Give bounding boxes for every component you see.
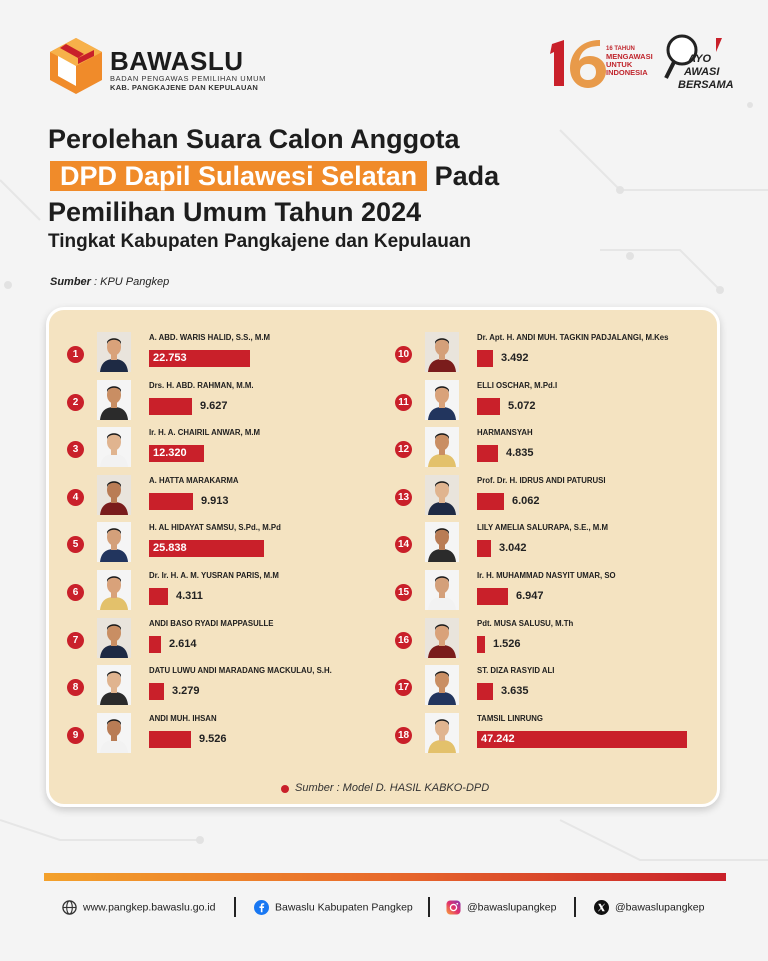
instagram-icon	[446, 900, 461, 915]
candidate-photo	[425, 380, 459, 420]
candidate-name: A. HATTA MARAKARMA	[149, 475, 239, 485]
footer-instagram[interactable]: @bawaslupangkep	[446, 900, 556, 915]
vote-bar	[149, 636, 161, 653]
bawaslu-logo	[48, 36, 104, 94]
candidate-number: 2	[67, 394, 84, 411]
results-card	[46, 307, 720, 807]
vote-value: 3.279	[172, 685, 200, 698]
vote-bar	[149, 398, 192, 415]
candidate-number: 3	[67, 441, 84, 458]
candidate-name: Dr. Ir. H. A. M. YUSRAN PARIS, M.M	[149, 571, 279, 580]
candidate-photo	[425, 713, 459, 753]
vote-bar	[149, 683, 164, 700]
vote-value: 47.242	[481, 732, 515, 745]
title-line-2: DPD Dapil Sulawesi Selatan Pada	[48, 160, 499, 192]
title-line-3: Pemilihan Umum Tahun 2024	[48, 197, 422, 227]
vote-bar	[477, 683, 493, 700]
subtitle: Tingkat Kabupaten Pangkajene dan Kepulauan	[48, 231, 472, 252]
candidate-name: LILY AMELIA SALURAPA, S.E., M.M	[477, 523, 608, 533]
svg-text:AWASI: AWASI	[684, 66, 720, 78]
candidate-photo	[425, 665, 459, 705]
footer-gradient-bar	[44, 873, 726, 881]
candidate-photo	[97, 665, 131, 705]
footer-separator	[234, 897, 236, 917]
candidate-photo	[425, 427, 459, 467]
candidate-photo	[425, 618, 459, 658]
candidate-name: Ir. H. A. CHAIRIL ANWAR, M.M	[149, 428, 261, 438]
candidate-number: 13	[395, 489, 412, 506]
candidate-name: ST. DIZA RASYID ALI	[477, 666, 555, 676]
vote-bar	[477, 636, 485, 653]
candidate-number: 16	[395, 632, 412, 649]
vote-value: 25.838	[153, 542, 187, 555]
footer-facebook[interactable]: Bawaslu Kabupaten Pangkep	[254, 900, 413, 915]
candidate-photo	[97, 427, 131, 467]
title-line-1: Perolehan Suara Calon Anggota	[48, 124, 460, 154]
footer-separator	[428, 897, 430, 917]
vote-value: 9.627	[200, 399, 228, 412]
candidate-name: Pdt. MUSA SALUSU, M.Th	[477, 618, 574, 628]
vote-value: 12.320	[153, 447, 187, 460]
brand-name: BAWASLU	[110, 46, 244, 76]
footer-separator	[574, 897, 576, 917]
candidate-name: HARMANSYAH	[477, 428, 533, 438]
candidate-photo	[425, 332, 459, 372]
candidate-number: 5	[67, 536, 84, 553]
candidate-name: Prof. Dr. H. IDRUS ANDI PATURUSI	[477, 475, 606, 485]
candidate-number: 4	[67, 489, 84, 506]
svg-text:AYO: AYO	[688, 53, 712, 65]
candidate-photo	[425, 475, 459, 515]
source-bottom: Sumber : Model D. HASIL KABKO-DPD	[295, 782, 490, 794]
ayo-awasi-bersama-logo	[664, 34, 734, 92]
candidate-photo	[97, 713, 131, 753]
candidate-name: ANDI BASO RYADI MAPPASULLE	[149, 618, 274, 628]
candidate-name: ANDI MUH. IHSAN	[149, 713, 217, 723]
vote-bar	[149, 731, 191, 748]
candidate-photo	[97, 618, 131, 658]
candidate-number: 14	[395, 536, 412, 553]
title-highlight: DPD Dapil Sulawesi Selatan	[50, 161, 427, 191]
vote-value: 2.614	[169, 637, 197, 650]
footer-x[interactable]: @bawaslupangkep	[594, 900, 704, 915]
candidate-name: TAMSIL LINRUNG	[477, 713, 543, 723]
candidate-number: 12	[395, 441, 412, 458]
vote-value: 6.947	[516, 590, 544, 602]
candidate-photo	[97, 522, 131, 562]
candidate-photo	[97, 332, 131, 372]
vote-bar	[477, 493, 504, 510]
candidate-photo	[425, 570, 459, 610]
candidate-name: DATU LUWU ANDI MARADANG MACKULAU, S.H.	[149, 666, 332, 676]
vote-value: 9.913	[201, 494, 229, 507]
candidate-photo	[97, 475, 131, 515]
brand-region: KAB. PANGKAJENE DAN KEPULAUAN	[110, 83, 259, 92]
candidate-name: Drs. H. ABD. RAHMAN, M.M.	[149, 380, 254, 390]
vote-value: 6.062	[512, 494, 540, 507]
source-dot	[281, 785, 289, 793]
vote-bar	[477, 398, 500, 415]
footer-website[interactable]: www.pangkep.bawaslu.go.id	[62, 900, 216, 915]
candidate-number: 10	[395, 346, 412, 363]
candidate-number: 9	[67, 727, 84, 744]
x-icon	[594, 900, 609, 915]
svg-text:BERSAMA: BERSAMA	[678, 79, 734, 91]
vote-value: 9.526	[199, 732, 227, 745]
candidate-photo	[425, 522, 459, 562]
anniversary-text: 16 TAHUN MENGAWASI UNTUK INDONESIA	[606, 46, 653, 77]
candidate-name: Dr. Apt. H. ANDI MUH. TAGKIN PADJALANGI, M.Kes	[477, 333, 669, 342]
globe-icon	[62, 900, 77, 915]
vote-bar	[477, 540, 491, 557]
candidate-name: ELLI OSCHAR, M.Pd.I	[477, 380, 558, 390]
candidate-name: Ir. H. MUHAMMAD NASYIT UMAR, SO	[477, 571, 616, 580]
vote-value: 3.042	[499, 542, 527, 555]
candidate-number: 18	[395, 727, 412, 744]
candidate-number: 6	[67, 584, 84, 601]
candidate-number: 15	[395, 584, 412, 601]
candidate-number: 7	[67, 632, 84, 649]
candidate-number: 8	[67, 679, 84, 696]
vote-value: 22.753	[153, 352, 187, 364]
candidate-number: 1	[67, 346, 84, 363]
vote-value: 4.311	[176, 590, 203, 602]
candidate-photo	[97, 380, 131, 420]
vote-bar	[149, 493, 193, 510]
vote-bar	[477, 445, 498, 462]
facebook-icon	[254, 900, 269, 915]
candidate-photo	[97, 570, 131, 610]
candidate-number: 17	[395, 679, 412, 696]
vote-value: 3.635	[501, 685, 529, 698]
candidate-number: 11	[395, 394, 412, 411]
brand-subtitle: BADAN PENGAWAS PEMILIHAN UMUM	[110, 74, 267, 83]
source-top: Sumber : KPU Pangkep	[50, 276, 170, 288]
vote-value: 4.835	[506, 447, 534, 460]
vote-value: 1.526	[493, 637, 521, 650]
candidate-name: H. AL HIDAYAT SAMSU, S.Pd., M.Pd	[149, 523, 281, 533]
vote-bar	[477, 350, 493, 367]
vote-bar	[149, 588, 168, 605]
anniversary-16-logo	[550, 38, 608, 90]
candidate-name: A. ABD. WARIS HALID, S.S., M.M	[149, 333, 270, 342]
vote-value: 3.492	[501, 352, 529, 364]
vote-value: 5.072	[508, 399, 536, 412]
vote-bar	[477, 588, 508, 605]
